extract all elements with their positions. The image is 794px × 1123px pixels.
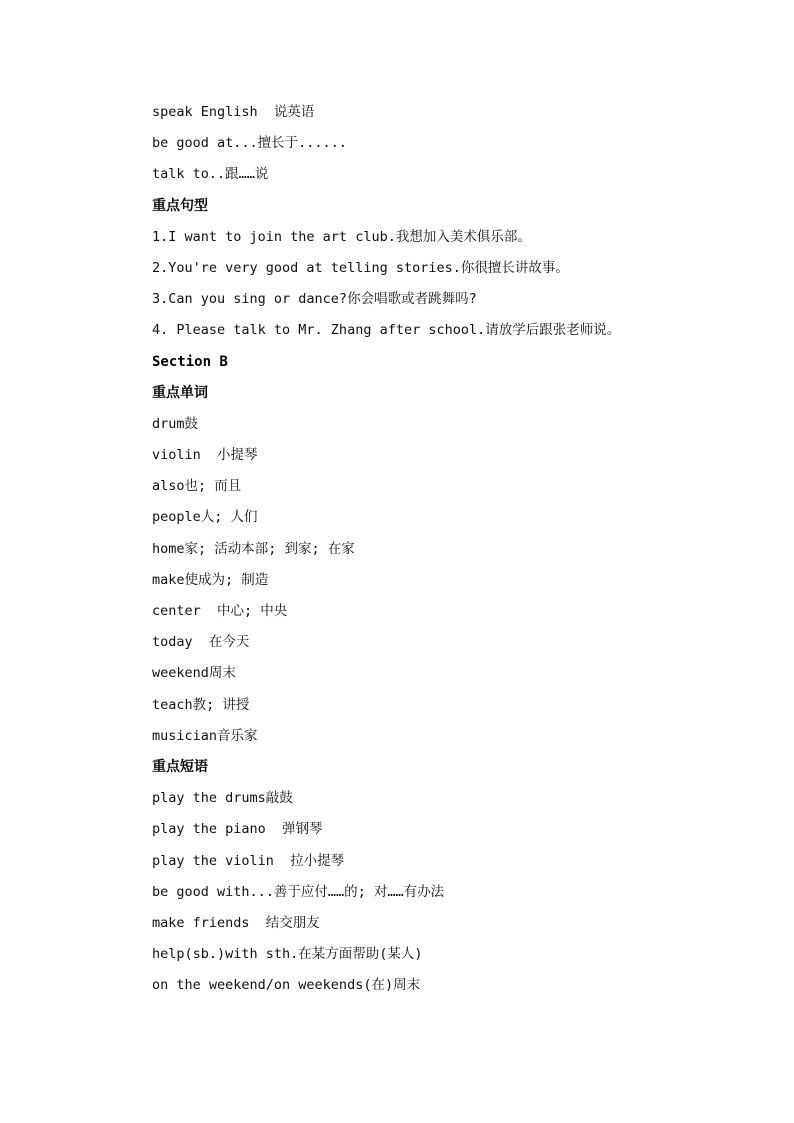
- word-line: people人; 人们: [152, 509, 258, 526]
- word-line: make使成为; 制造: [152, 571, 269, 588]
- heading-key-words: 重点单词: [152, 384, 208, 401]
- word-line: weekend周末: [152, 665, 236, 682]
- document-content: [152, 100, 752, 1004]
- word-line: teach教; 讲授: [152, 696, 250, 713]
- word-line: musician音乐家: [152, 727, 258, 744]
- section-title: Section B: [152, 353, 228, 370]
- word-line: today 在今天: [152, 634, 250, 651]
- phrase-line: make friends 结交朋友: [152, 914, 320, 931]
- phrase-line: be good at...擅长于......: [152, 135, 347, 152]
- word-line: also也; 而且: [152, 478, 242, 495]
- phrase-line: play the violin 拉小提琴: [152, 852, 345, 869]
- word-line: violin 小提琴: [152, 447, 258, 464]
- phrase-line: be good with...善于应付……的; 对……有办法: [152, 883, 445, 900]
- word-line: home家; 活动本部; 到家; 在家: [152, 540, 355, 557]
- word-line: drum鼓: [152, 415, 199, 432]
- sentence-line: 3.Can you sing or dance?你会唱歌或者跳舞吗?: [152, 291, 477, 308]
- phrase-line: play the piano 弹钢琴: [152, 821, 323, 838]
- word-line: center 中心; 中央: [152, 603, 288, 619]
- heading-key-sentences: 重点句型: [152, 197, 208, 214]
- sentence-line: 1.I want to join the art club.我想加入美术俱乐部。: [152, 228, 531, 245]
- phrase-line: on the weekend/on weekends(在)周末: [152, 977, 421, 994]
- sentence-line: 4. Please talk to Mr. Zhang after school.请放学后跟张老师说。: [152, 322, 621, 339]
- phrase-line: help(sb.)with sth.在某方面帮助(某人): [152, 946, 423, 963]
- heading-key-phrases: 重点短语: [152, 758, 208, 775]
- phrase-line: talk to..跟……说: [152, 166, 269, 183]
- phrase-line: play the drums敲鼓: [152, 790, 293, 807]
- sentence-line: 2.You're very good at telling stories.你很擅长讲故事。: [152, 259, 569, 276]
- phrase-line: speak English 说英语: [152, 104, 315, 120]
